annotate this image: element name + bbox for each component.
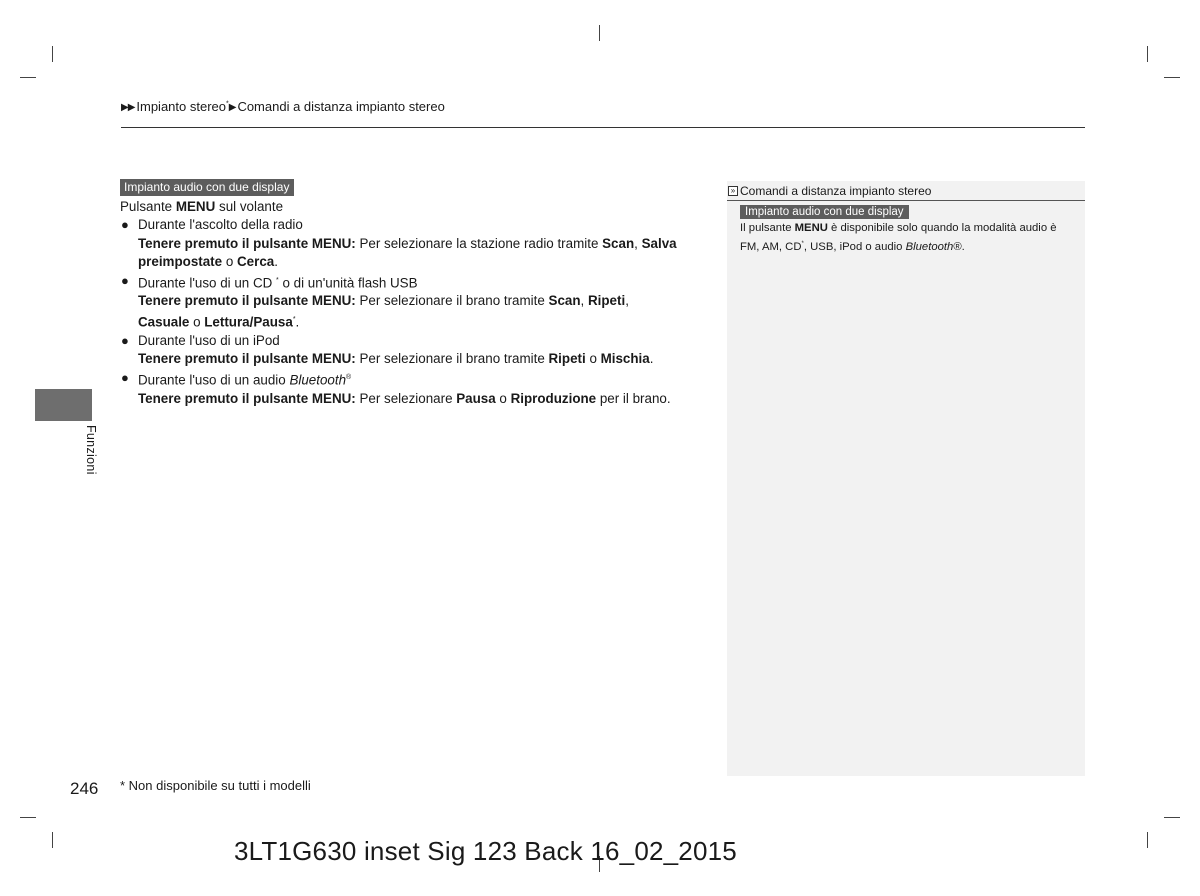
- crop-mark: [20, 77, 36, 78]
- option-label: Cerca: [236, 254, 275, 269]
- item-condition: Durante l'uso di un iPod: [138, 332, 280, 348]
- intro-text: Pulsante: [120, 198, 176, 214]
- bullet-icon: ●: [121, 217, 129, 232]
- crop-mark: [52, 832, 53, 848]
- item-action: [138, 350, 720, 369]
- item-action: [138, 390, 720, 409]
- bullet-icon: ●: [121, 332, 129, 348]
- separator: .: [295, 314, 300, 330]
- separator: per il brano.: [596, 390, 671, 406]
- crop-mark: [1147, 46, 1148, 62]
- action-label: Tenere premuto il pulsante MENU:: [138, 351, 356, 367]
- separator: .: [274, 254, 278, 269]
- registered-mark: ®: [346, 373, 352, 381]
- chapter-label: Funzioni: [84, 425, 98, 475]
- breadcrumb-separator-icon: ▶: [228, 102, 236, 113]
- separator: .: [649, 351, 654, 367]
- action-text: Per selezionare il brano tramite: [355, 293, 549, 309]
- option-label: Casuale: [138, 314, 190, 330]
- reference-icon: »: [728, 186, 738, 196]
- option-label: Ripeti: [587, 293, 626, 309]
- note-text: , USB, iPod o audio: [803, 240, 906, 253]
- sidebar-title: Comandi a distanza impianto stereo: [740, 183, 932, 198]
- separator: ,: [625, 293, 629, 309]
- note-text: Il pulsante: [740, 222, 795, 234]
- option-label: Scan: [602, 235, 635, 251]
- intro-bold: MENU: [175, 198, 216, 214]
- item-condition: [138, 369, 720, 390]
- breadcrumb-arrow-icon: ▶▶: [121, 102, 135, 113]
- condition-text: Durante l'uso di un audio: [138, 372, 290, 388]
- item-action: [138, 235, 720, 272]
- asterisk-mark: *: [276, 276, 279, 284]
- separator: o: [585, 351, 601, 367]
- action-label: Tenere premuto il pulsante MENU:: [138, 235, 356, 251]
- list-item: [120, 272, 720, 332]
- bullet-list: [120, 216, 720, 408]
- breadcrumb-item: Impianto stereo: [136, 99, 226, 114]
- option-label: Riproduzione: [510, 390, 597, 406]
- note-text: ®.: [953, 240, 965, 253]
- crop-mark: [52, 46, 53, 62]
- note-italic: Bluetooth: [905, 240, 954, 253]
- option-label: Salva preimpostate: [138, 235, 677, 269]
- separator: ,: [634, 235, 642, 251]
- action-text: Per selezionare: [355, 390, 457, 406]
- option-label: Scan: [548, 293, 581, 309]
- intro-line: [120, 198, 720, 217]
- main-content: [120, 178, 720, 408]
- note-text: è disponibile solo quando la modalità audio è FM, AM, CD: [740, 222, 1057, 253]
- crop-mark: [20, 817, 36, 818]
- option-label: Ripeti: [548, 351, 586, 367]
- separator: ,: [580, 293, 588, 309]
- option-label: Lettura/Pausa: [204, 314, 293, 330]
- print-job-slug: 3LT1G630 inset Sig 123 Back 16_02_2015: [234, 836, 737, 866]
- crop-mark: [1147, 832, 1148, 848]
- option-label: Pausa: [456, 390, 496, 406]
- sidebar-note: [727, 181, 1085, 776]
- item-action: [138, 292, 720, 331]
- condition-text: Durante l'uso di un CD: [138, 274, 277, 290]
- note-bold: MENU: [794, 222, 828, 234]
- intro-text: sul volante: [215, 198, 284, 214]
- bullet-icon: ●: [121, 369, 129, 385]
- section-tag: Impianto audio con due display: [120, 179, 294, 196]
- asterisk-mark: *: [801, 241, 804, 247]
- sidebar-text: [740, 220, 1073, 255]
- list-item: [120, 369, 720, 408]
- action-text: Per selezionare la stazione radio tramite: [355, 235, 603, 251]
- crop-mark: [599, 25, 600, 41]
- footnote: * Non disponibile su tutti i modelli: [120, 778, 311, 793]
- page-number: 246: [70, 779, 99, 798]
- separator: o: [189, 314, 205, 330]
- asterisk-mark: *: [292, 315, 296, 323]
- action-label: Tenere premuto il pulsante MENU:: [138, 293, 356, 309]
- header-rule: [121, 127, 1085, 128]
- condition-text: o di un'unità flash USB: [278, 274, 418, 290]
- crop-mark: [1164, 77, 1180, 78]
- breadcrumb: [121, 99, 445, 114]
- condition-italic: Bluetooth: [289, 372, 347, 388]
- list-item: [120, 216, 720, 272]
- option-label: Mischia: [600, 351, 650, 367]
- asterisk-mark: *: [226, 100, 229, 108]
- action-label: Tenere premuto il pulsante MENU:: [138, 390, 356, 406]
- separator: o: [495, 390, 511, 406]
- crop-mark: [1164, 817, 1180, 818]
- item-condition: [138, 272, 720, 293]
- separator: o: [222, 254, 237, 269]
- sidebar-body: [727, 201, 1085, 255]
- item-condition: Durante l'ascolto della radio: [138, 217, 303, 232]
- bullet-icon: ●: [121, 272, 129, 288]
- list-item: [120, 332, 720, 369]
- section-tag: Impianto audio con due display: [740, 205, 909, 219]
- action-text: Per selezionare il brano tramite: [355, 351, 549, 367]
- chapter-tab: [35, 389, 92, 421]
- breadcrumb-item: Comandi a distanza impianto stereo: [237, 99, 445, 114]
- sidebar-header: [727, 181, 1085, 201]
